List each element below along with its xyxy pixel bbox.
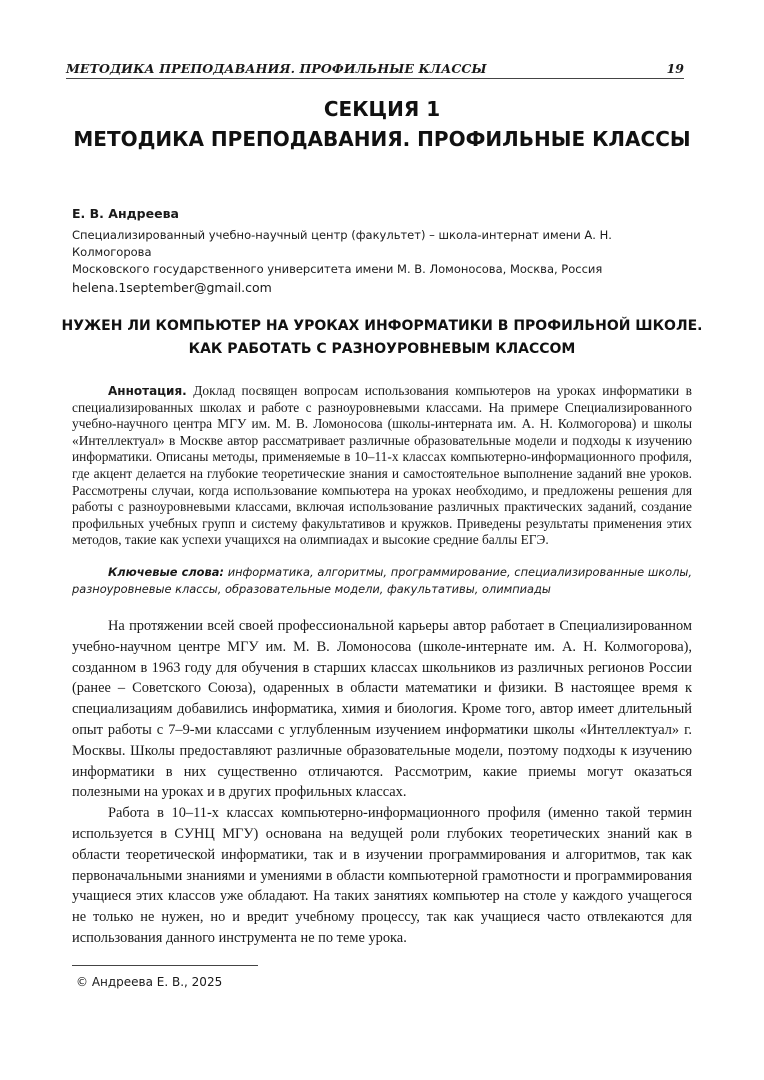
- body-paragraph-2: Работа в 10–11-х классах компьютерно-информационного профиля (именно такой термин используется в СУНЦ МГУ) основана на ведущей роли глубоких теоретических знаний как в области теоретической информатики, так и в изучении программирования и алгоритмов, так как первоначальными знаниями и умениями в области компьютерной грамотности и программирования учащиеся этих классов уже обладают. На таких занятиях компьютер на столе у каждого учащегося не только не нужен, но и вредит учебному процессу, так как учащиеся часто отвлекаются для использования данного инструмента не по теме урока.: [72, 805, 692, 946]
- body-text: [72, 616, 692, 949]
- keywords-text: информатика, алгоритмы, программирование, специализированные школы, разноуровневые классы, образовательные модели, факультативы, олимпиады: [72, 565, 692, 596]
- running-head-title: МЕТОДИКА ПРЕПОДАВАНИЯ. ПРОФИЛЬНЫЕ КЛАССЫ: [66, 61, 487, 76]
- article-title-line-1: НУЖЕН ЛИ КОМПЬЮТЕР НА УРОКАХ ИНФОРМАТИКИ В ПРОФИЛЬНОЙ ШКОЛЕ.: [61, 318, 703, 334]
- body-paragraph-1: На протяжении всей своей профессиональной карьеры автор работает в Специализированном учебно-научном центре МГУ им. М. В. Ломоносова (школе-интернате им. А. Н. Колмогорова), созданном в 1963 году для обучения в старших классах школьников из различных регионов России (ранее – Советского Союза), одаренных в области математики и физики. В настоящее время к специализациям добавились информатика, химия и биология. Кроме того, автор имеет длительный опыт работы с 7–9-ми классами с углубленным изучением информатики школы «Интеллектуал» г. Москвы. Школы предоставляют различные образовательные модели, поэтому подходы к изучению информатики в них существенно отличаются. Рассмотрим, какие приемы могут оказаться полезными на уроках и в других профильных классах.: [72, 618, 692, 801]
- abstract-label: Аннотация.: [108, 384, 187, 398]
- abstract: [72, 383, 692, 549]
- abstract-text: Доклад посвящен вопросам использования компьютеров на уроках информатики в специализированных школах и работе с разноуровневыми классами. На примере Специализированного учебно-научного центра МГУ им. М. В. Ломоносова (школы-интерната им. А. Н. Колмогорова) и школы «Интеллектуал» в Москве автор рассматривает различные образовательные модели и подходы к изучению информатики. Описаны методы, применяемые в 10–11-х классах компьютерно-информационного профиля, где акцент делается на глубокие теоретические знания и самостоятельное выполнение заданий вне уроков. Рассмотрены случаи, когда использование компьютера на уроках необходимо, и предложены решения для работы с разноуровневыми классами, включая использование различных практических заданий, создание профильных учебных групп и систему факультативов и кружков. Приведены результаты применения этих методов, такие как успехи учащихся на олимпиадах и высокие средние баллы ЕГЭ.: [72, 383, 692, 548]
- author-email: helena.1september@gmail.com: [72, 280, 272, 295]
- copyright-footnote: © Андреева Е. В., 2025: [76, 975, 223, 989]
- page-number: 19: [666, 61, 684, 76]
- author-block: [72, 206, 692, 297]
- affiliation-line-2: Московского государственного университета имени М. В. Ломоносова, Москва, Россия: [72, 262, 603, 276]
- section-number: СЕКЦИЯ 1: [323, 97, 441, 121]
- running-head: [66, 58, 684, 79]
- keywords-label: Ключевые слова:: [108, 565, 224, 579]
- section-title: МЕТОДИКА ПРЕПОДАВАНИЯ. ПРОФИЛЬНЫЕ КЛАССЫ: [73, 127, 691, 151]
- article-title-line-2: КАК РАБОТАТЬ С РАЗНОУРОВНЕВЫМ КЛАССОМ: [188, 341, 576, 357]
- author-name: Е. В. Андреева: [72, 206, 179, 221]
- footnote-divider: [72, 965, 258, 966]
- keywords: [72, 564, 692, 598]
- affiliation-line-1: Специализированный учебно-научный центр (факультет) – школа-интернат имени А. Н. Колмогорова: [72, 228, 612, 259]
